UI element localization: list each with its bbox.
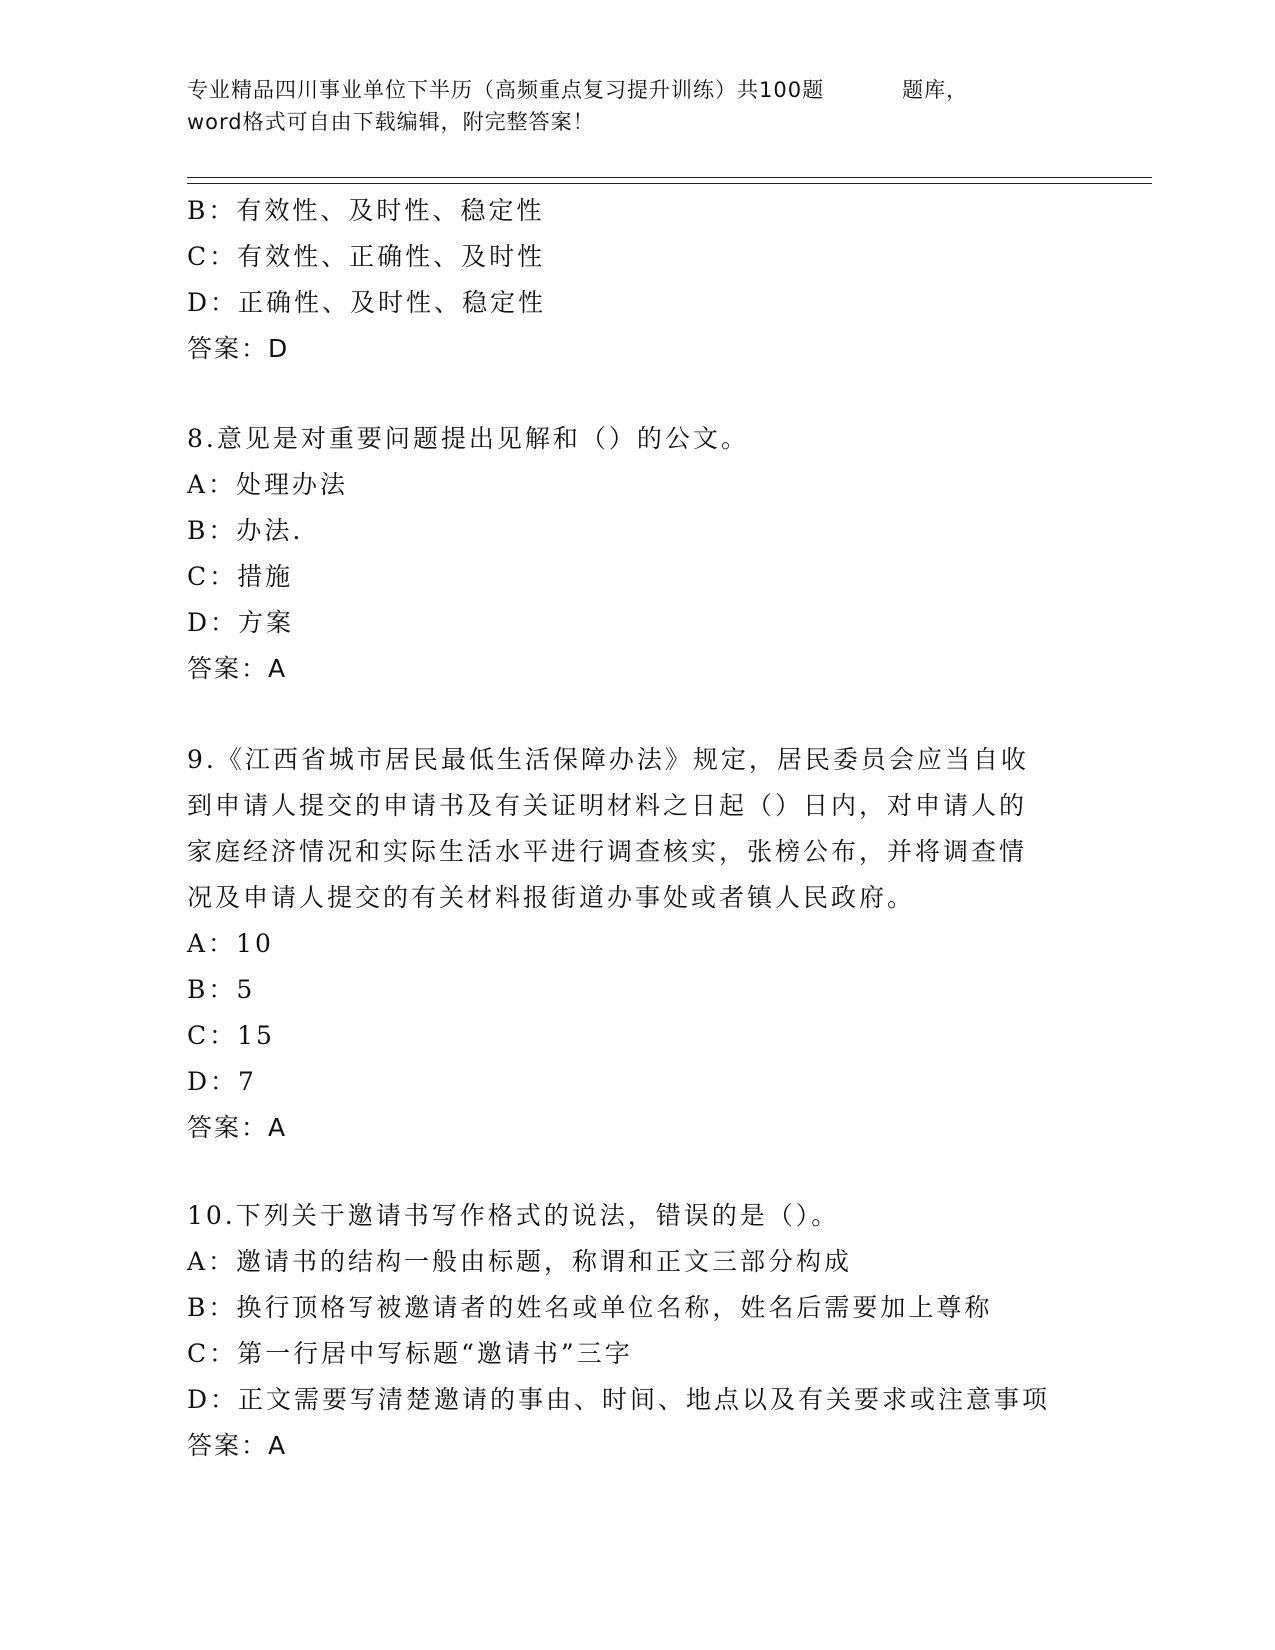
option-b: B：有效性、及时性、稳定性 bbox=[187, 196, 545, 225]
question-text: 8.意见是对重要问题提出见解和（）的公文。 bbox=[187, 424, 749, 453]
option-d: D：正确性、及时性、稳定性 bbox=[187, 288, 547, 317]
question-8 bbox=[187, 416, 1087, 692]
option-a: A：10 bbox=[187, 929, 274, 958]
header-line-2: word格式可自由下载编辑，附完整答案！ bbox=[187, 110, 595, 134]
header-title-suffix: 题库， bbox=[902, 78, 969, 102]
answer: 答案：D bbox=[187, 334, 290, 363]
option-c: C：措施 bbox=[187, 562, 294, 591]
option-c: C：有效性、正确性、及时性 bbox=[187, 242, 546, 271]
header-divider-top bbox=[187, 177, 1152, 178]
document-header bbox=[187, 74, 1067, 138]
question-7-continued bbox=[187, 188, 1087, 372]
question-10 bbox=[187, 1193, 1087, 1469]
option-d: D：正文需要写清楚邀请的事由、时间、地点以及有关要求或注意事项 bbox=[187, 1385, 1051, 1414]
option-c: C：第一行居中写标题“邀请书”三字 bbox=[187, 1339, 633, 1368]
answer: 答案：A bbox=[187, 654, 288, 683]
answer: 答案：A bbox=[187, 1431, 288, 1460]
question-text-line-1: 9.《江西省城市居民最低生活保障办法》规定，居民委员会应当自收 bbox=[187, 745, 1029, 774]
question-text-line-2: 到申请人提交的申请书及有关证明材料之日起（）日内，对申请人的 bbox=[187, 791, 1028, 820]
option-a: A：处理办法 bbox=[187, 470, 349, 499]
option-b: B：办法. bbox=[187, 516, 304, 545]
header-divider-bottom bbox=[187, 183, 1152, 184]
option-d: D：7 bbox=[187, 1067, 257, 1096]
answer: 答案：A bbox=[187, 1113, 288, 1142]
question-9 bbox=[187, 737, 1087, 1151]
option-a: A：邀请书的结构一般由标题，称谓和正文三部分构成 bbox=[187, 1247, 853, 1276]
option-b: B：5 bbox=[187, 975, 256, 1004]
question-text-line-3: 家庭经济情况和实际生活水平进行调查核实，张榜公布，并将调查情 bbox=[187, 837, 1028, 866]
option-d: D：方案 bbox=[187, 608, 295, 637]
option-b: B：换行顶格写被邀请者的姓名或单位名称，姓名后需要加上尊称 bbox=[187, 1293, 993, 1322]
question-text: 10.下列关于邀请书写作格式的说法，错误的是（）。 bbox=[187, 1201, 840, 1230]
header-line-1 bbox=[187, 74, 1067, 106]
option-c: C：15 bbox=[187, 1021, 275, 1050]
header-title: 专业精品四川事业单位下半历（高频重点复习提升训练）共100题 bbox=[187, 78, 825, 102]
question-text-line-4: 况及申请人提交的有关材料报街道办事处或者镇人民政府。 bbox=[187, 883, 916, 912]
